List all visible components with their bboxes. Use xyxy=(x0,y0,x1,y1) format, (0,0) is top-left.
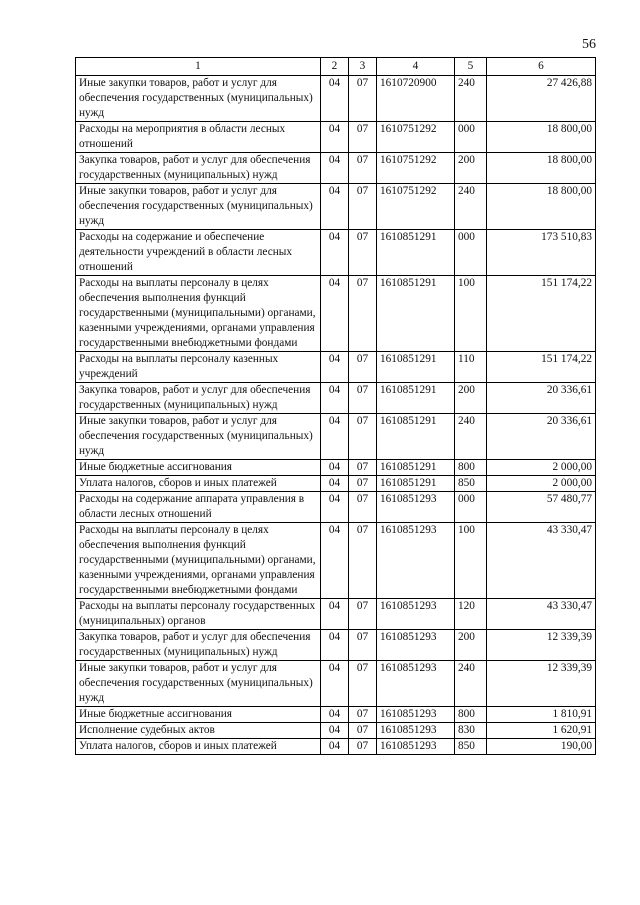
row-expense-type: 200 xyxy=(455,153,487,184)
row-name: Иные закупки товаров, работ и услуг для обеспечения государственных (муниципальных) нужд xyxy=(76,661,321,707)
table-row xyxy=(76,523,596,599)
row-expense-type: 110 xyxy=(455,352,487,383)
row-name: Иные бюджетные ассигнования xyxy=(76,707,321,723)
row-subsection: 07 xyxy=(349,707,377,723)
table-header-row xyxy=(76,58,596,76)
row-subsection: 07 xyxy=(349,383,377,414)
table-body xyxy=(76,76,596,755)
row-name: Расходы на мероприятия в области лесных отношений xyxy=(76,122,321,153)
row-name: Закупка товаров, работ и услуг для обеспечения государственных (муниципальных) нужд xyxy=(76,383,321,414)
row-amount: 20 336,61 xyxy=(487,383,596,414)
row-amount: 2 000,00 xyxy=(487,476,596,492)
table-row xyxy=(76,230,596,276)
row-amount: 151 174,22 xyxy=(487,276,596,352)
row-section: 04 xyxy=(321,276,349,352)
row-subsection: 07 xyxy=(349,76,377,122)
row-expense-type: 800 xyxy=(455,460,487,476)
row-name: Иные закупки товаров, работ и услуг для обеспечения государственных (муниципальных) нужд xyxy=(76,414,321,460)
row-section: 04 xyxy=(321,630,349,661)
row-name: Расходы на выплаты персоналу казенных учреждений xyxy=(76,352,321,383)
row-target-code: 1610851293 xyxy=(377,661,455,707)
header-col-2: 2 xyxy=(321,58,349,76)
row-target-code: 1610851291 xyxy=(377,276,455,352)
table-row xyxy=(76,599,596,630)
row-amount: 12 339,39 xyxy=(487,661,596,707)
row-section: 04 xyxy=(321,460,349,476)
row-name: Уплата налогов, сборов и иных платежей xyxy=(76,739,321,755)
row-target-code: 1610720900 xyxy=(377,76,455,122)
table-row xyxy=(76,122,596,153)
row-amount: 18 800,00 xyxy=(487,153,596,184)
row-amount: 18 800,00 xyxy=(487,122,596,153)
row-amount: 2 000,00 xyxy=(487,460,596,476)
row-target-code: 1610851293 xyxy=(377,739,455,755)
row-amount: 57 480,77 xyxy=(487,492,596,523)
row-expense-type: 200 xyxy=(455,630,487,661)
budget-table xyxy=(75,57,596,755)
table-row xyxy=(76,383,596,414)
row-name: Исполнение судебных актов xyxy=(76,723,321,739)
table-row xyxy=(76,414,596,460)
row-expense-type: 240 xyxy=(455,76,487,122)
row-expense-type: 100 xyxy=(455,276,487,352)
row-section: 04 xyxy=(321,739,349,755)
table-row xyxy=(76,352,596,383)
row-amount: 27 426,88 xyxy=(487,76,596,122)
row-expense-type: 850 xyxy=(455,739,487,755)
row-amount: 190,00 xyxy=(487,739,596,755)
header-col-3: 3 xyxy=(349,58,377,76)
row-target-code: 1610851291 xyxy=(377,383,455,414)
row-name: Расходы на выплаты персоналу государственных (муниципальных) органов xyxy=(76,599,321,630)
row-subsection: 07 xyxy=(349,153,377,184)
row-section: 04 xyxy=(321,352,349,383)
row-expense-type: 100 xyxy=(455,523,487,599)
row-subsection: 07 xyxy=(349,630,377,661)
row-subsection: 07 xyxy=(349,414,377,460)
row-section: 04 xyxy=(321,523,349,599)
row-section: 04 xyxy=(321,492,349,523)
row-target-code: 1610851291 xyxy=(377,414,455,460)
header-col-6: 6 xyxy=(487,58,596,76)
row-name: Уплата налогов, сборов и иных платежей xyxy=(76,476,321,492)
row-section: 04 xyxy=(321,184,349,230)
row-name: Расходы на содержание и обеспечение деятельности учреждений в области лесных отношений xyxy=(76,230,321,276)
row-section: 04 xyxy=(321,661,349,707)
row-name: Иные закупки товаров, работ и услуг для обеспечения государственных (муниципальных) нужд xyxy=(76,184,321,230)
header-col-1: 1 xyxy=(76,58,321,76)
row-expense-type: 240 xyxy=(455,661,487,707)
row-amount: 151 174,22 xyxy=(487,352,596,383)
table-row xyxy=(76,476,596,492)
row-subsection: 07 xyxy=(349,122,377,153)
row-subsection: 07 xyxy=(349,599,377,630)
row-name: Расходы на выплаты персоналу в целях обеспечения выполнения функций государственными (муниципальными) органами, казенными учреждениями, органами управления государственными внебюджетными фондами xyxy=(76,523,321,599)
row-name: Закупка товаров, работ и услуг для обеспечения государственных (муниципальных) нужд xyxy=(76,630,321,661)
table-row xyxy=(76,153,596,184)
row-expense-type: 240 xyxy=(455,184,487,230)
row-section: 04 xyxy=(321,230,349,276)
row-subsection: 07 xyxy=(349,723,377,739)
row-section: 04 xyxy=(321,122,349,153)
row-subsection: 07 xyxy=(349,230,377,276)
page-number: 56 xyxy=(582,37,596,52)
row-subsection: 07 xyxy=(349,476,377,492)
row-target-code: 1610851291 xyxy=(377,352,455,383)
row-expense-type: 000 xyxy=(455,492,487,523)
row-amount: 173 510,83 xyxy=(487,230,596,276)
table-row xyxy=(76,492,596,523)
row-expense-type: 120 xyxy=(455,599,487,630)
row-amount: 1 810,91 xyxy=(487,707,596,723)
row-subsection: 07 xyxy=(349,739,377,755)
row-target-code: 1610751292 xyxy=(377,122,455,153)
row-amount: 20 336,61 xyxy=(487,414,596,460)
row-section: 04 xyxy=(321,476,349,492)
row-expense-type: 000 xyxy=(455,230,487,276)
table-row xyxy=(76,661,596,707)
table-row xyxy=(76,707,596,723)
row-section: 04 xyxy=(321,76,349,122)
row-target-code: 1610751292 xyxy=(377,184,455,230)
row-section: 04 xyxy=(321,707,349,723)
row-amount: 43 330,47 xyxy=(487,599,596,630)
header-col-5: 5 xyxy=(455,58,487,76)
row-target-code: 1610851291 xyxy=(377,230,455,276)
row-section: 04 xyxy=(321,414,349,460)
table-row xyxy=(76,739,596,755)
row-name: Расходы на содержание аппарата управления в области лесных отношений xyxy=(76,492,321,523)
row-amount: 43 330,47 xyxy=(487,523,596,599)
row-target-code: 1610851293 xyxy=(377,599,455,630)
header-col-4: 4 xyxy=(377,58,455,76)
row-target-code: 1610851293 xyxy=(377,492,455,523)
row-target-code: 1610851293 xyxy=(377,707,455,723)
row-target-code: 1610851291 xyxy=(377,476,455,492)
row-target-code: 1610851293 xyxy=(377,523,455,599)
row-target-code: 1610851293 xyxy=(377,630,455,661)
row-subsection: 07 xyxy=(349,184,377,230)
row-expense-type: 240 xyxy=(455,414,487,460)
row-section: 04 xyxy=(321,723,349,739)
row-expense-type: 850 xyxy=(455,476,487,492)
table-row xyxy=(76,184,596,230)
table-row xyxy=(76,460,596,476)
row-amount: 1 620,91 xyxy=(487,723,596,739)
row-name: Иные бюджетные ассигнования xyxy=(76,460,321,476)
row-target-code: 1610851291 xyxy=(377,460,455,476)
row-name: Закупка товаров, работ и услуг для обеспечения государственных (муниципальных) нужд xyxy=(76,153,321,184)
row-subsection: 07 xyxy=(349,352,377,383)
row-name: Иные закупки товаров, работ и услуг для обеспечения государственных (муниципальных) нужд xyxy=(76,76,321,122)
row-expense-type: 830 xyxy=(455,723,487,739)
table-row xyxy=(76,723,596,739)
row-name: Расходы на выплаты персоналу в целях обеспечения выполнения функций государственными (муниципальными) органами, казенными учреждениями, органами управления государственными внебюджетными фондами xyxy=(76,276,321,352)
row-subsection: 07 xyxy=(349,492,377,523)
table-row xyxy=(76,630,596,661)
row-amount: 12 339,39 xyxy=(487,630,596,661)
row-expense-type: 200 xyxy=(455,383,487,414)
row-subsection: 07 xyxy=(349,523,377,599)
table-row xyxy=(76,76,596,122)
row-subsection: 07 xyxy=(349,460,377,476)
row-target-code: 1610851293 xyxy=(377,723,455,739)
row-subsection: 07 xyxy=(349,661,377,707)
row-expense-type: 000 xyxy=(455,122,487,153)
row-subsection: 07 xyxy=(349,276,377,352)
row-target-code: 1610751292 xyxy=(377,153,455,184)
row-amount: 18 800,00 xyxy=(487,184,596,230)
row-section: 04 xyxy=(321,599,349,630)
row-section: 04 xyxy=(321,383,349,414)
row-expense-type: 800 xyxy=(455,707,487,723)
table-row xyxy=(76,276,596,352)
row-section: 04 xyxy=(321,153,349,184)
